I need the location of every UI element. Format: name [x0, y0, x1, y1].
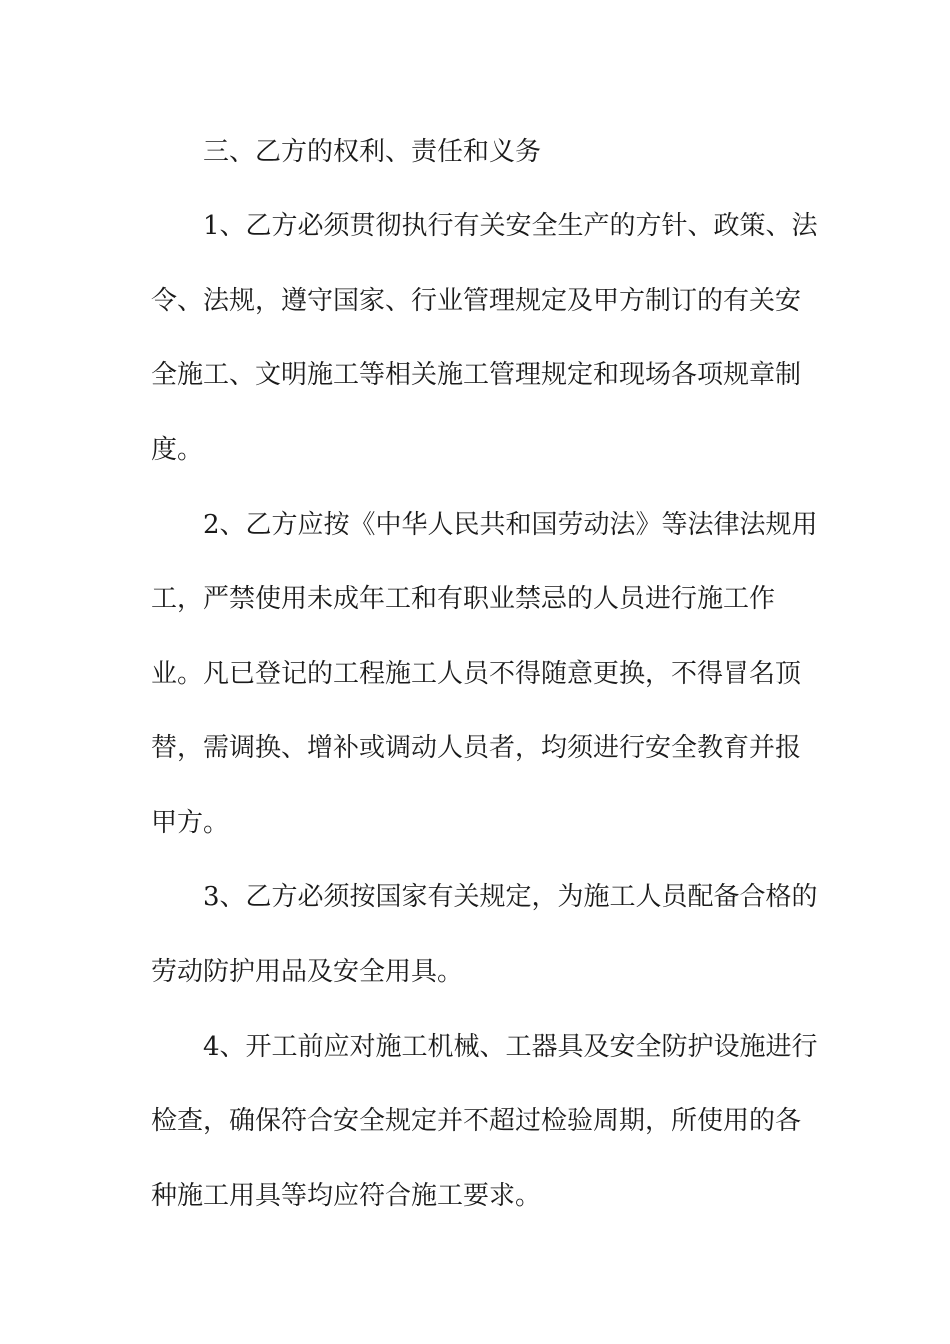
paragraph-2-line-1 — [0, 505, 950, 545]
paragraph-3-line-1 — [0, 877, 950, 917]
paragraph-text: 工，严禁使用未成年工和有职业禁忌的人员进行施工作 — [151, 584, 776, 614]
paragraph-text: 甲方。 — [151, 808, 230, 838]
paragraph-4-line-2 — [0, 1101, 950, 1141]
paragraph-text: 替，需调换、增补或调动人员者，均须进行安全教育并报 — [151, 733, 802, 763]
paragraph-text: 全施工、文明施工等相关施工管理规定和现场各项规章制 — [151, 360, 802, 390]
paragraph-text: 1、乙方必须贯彻执行有关安全生产的方针、政策、法 — [203, 211, 818, 241]
paragraph-text: 劳动防护用品及安全用具。 — [151, 957, 464, 987]
paragraph-1-line-2 — [0, 281, 950, 321]
paragraph-text: 业。凡已登记的工程施工人员不得随意更换，不得冒名顶 — [151, 659, 802, 689]
paragraph-text: 令、法规，遵守国家、行业管理规定及甲方制订的有关安 — [151, 286, 802, 316]
paragraph-text: 3、乙方必须按国家有关规定，为施工人员配备合格的 — [203, 882, 818, 912]
paragraph-text: 2、乙方应按《中华人民共和国劳动法》等法律法规用 — [203, 510, 818, 540]
paragraph-1-line-3 — [0, 355, 950, 395]
paragraph-4-line-1 — [0, 1027, 950, 1067]
section-heading-text: 三、乙方的权利、责任和义务 — [203, 137, 542, 167]
paragraph-text: 检查，确保符合安全规定并不超过检验周期，所使用的各 — [151, 1106, 802, 1136]
paragraph-3-line-2 — [0, 952, 950, 992]
section-heading — [0, 132, 950, 172]
paragraph-2-line-2 — [0, 579, 950, 619]
paragraph-text: 种施工用具等均应符合施工要求。 — [151, 1181, 542, 1211]
paragraph-1-line-4 — [0, 430, 950, 470]
paragraph-2-line-3 — [0, 654, 950, 694]
paragraph-1-line-1 — [0, 206, 950, 246]
paragraph-4-line-3 — [0, 1176, 950, 1216]
paragraph-2-line-4 — [0, 728, 950, 768]
paragraph-2-line-5 — [0, 803, 950, 843]
paragraph-text: 4、开工前应对施工机械、工器具及安全防护设施进行 — [203, 1032, 818, 1062]
paragraph-text: 度。 — [151, 435, 204, 465]
